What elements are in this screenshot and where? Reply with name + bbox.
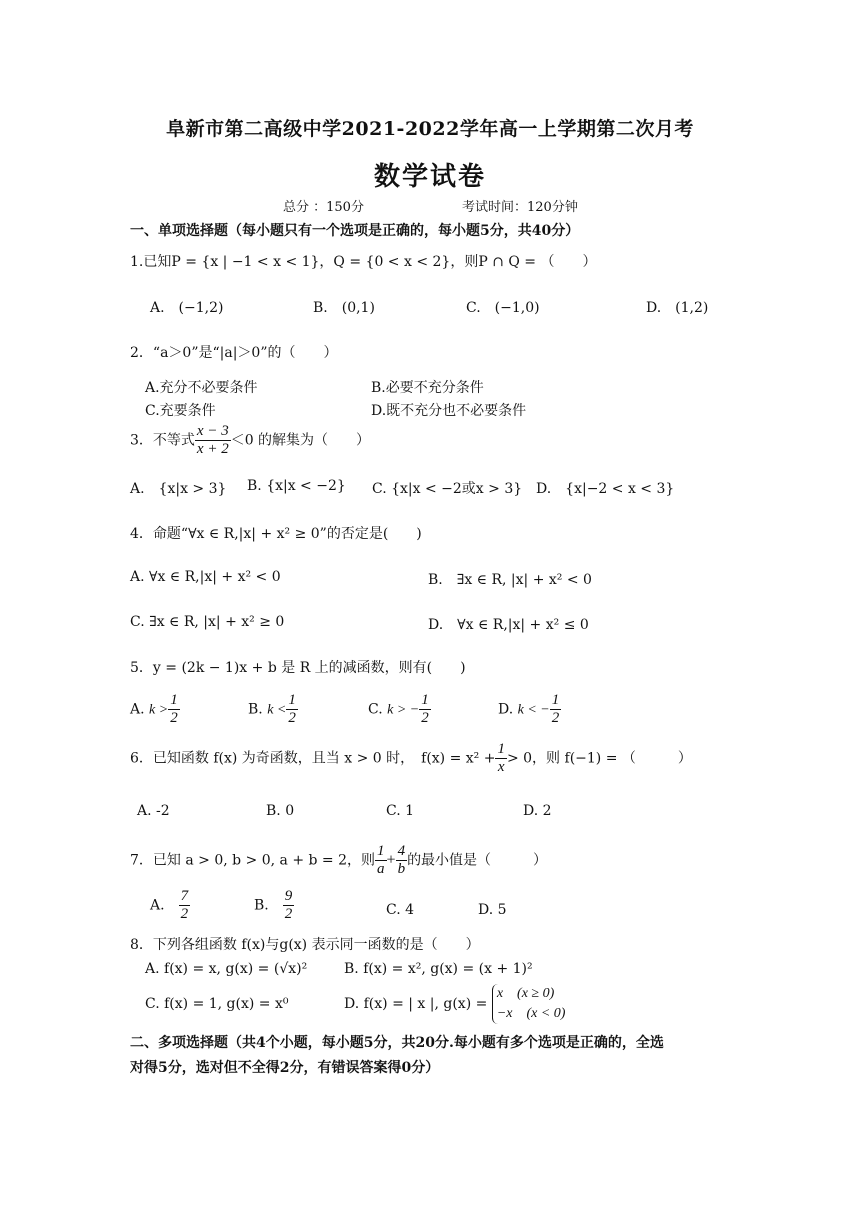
q7-stem-post: 的最小值是（ ）	[407, 852, 548, 869]
q1-option-b: B. (0,1)	[313, 300, 375, 316]
q8-case-1: x (x ≥ 0)	[496, 986, 555, 1001]
q2-option-b: B.必要不充分条件	[371, 380, 484, 396]
q5-option-a	[130, 692, 180, 727]
q5-b-relation: k <	[267, 702, 287, 718]
q4-option-b: B. ∃x ∈ R, |x| + x² < 0	[428, 572, 592, 588]
q6-option-c: C. 1	[386, 803, 415, 819]
q5-b-num: 1	[288, 692, 296, 708]
q3-option-c: C. {x|x < −2或x > 3}	[372, 481, 523, 497]
q8-option-d	[344, 984, 565, 1024]
q5-b-label: B.	[248, 701, 263, 718]
q3-numerator: x − 3	[196, 423, 229, 439]
exam-time: 考试时间：120分钟	[462, 200, 578, 215]
q7-option-a	[150, 888, 190, 923]
q7-f2-den: b	[397, 861, 406, 877]
q5-c-relation: k > −	[387, 702, 420, 718]
q2-option-c: C.充要条件	[145, 403, 216, 419]
q7-b-fraction	[283, 888, 295, 923]
q4-option-c: C. ∃x ∈ R, |x| + x² ≥ 0	[130, 614, 285, 630]
q7-fraction-1	[375, 843, 387, 878]
q5-a-label: A.	[130, 701, 145, 718]
q7-b-label: B.	[254, 897, 269, 914]
question-8-stem: 8．下列各组函数 f(x)与g(x) 表示同一函数的是（ ）	[130, 937, 480, 953]
q2-option-d: D.既不充分也不必要条件	[371, 403, 527, 419]
q5-a-relation: k >	[149, 702, 169, 718]
q6-den: x	[497, 759, 505, 775]
q7-f1-num: 1	[377, 843, 385, 859]
q6-fraction	[495, 741, 507, 776]
q3-denominator: x + 2	[196, 441, 229, 457]
q5-c-den: 2	[421, 710, 429, 726]
q2-option-a: A.充分不必要条件	[145, 380, 258, 396]
q5-d-relation: k < −	[517, 702, 550, 718]
q4-option-d: D. ∀x ∈ R,|x| + x² ≤ 0	[428, 617, 589, 633]
q7-a-label: A.	[150, 897, 165, 914]
q5-b-den: 2	[288, 710, 296, 726]
q7-a-fraction	[179, 888, 191, 923]
q7-fraction-2	[396, 843, 408, 878]
q6-stem-post: > 0，则 f(−1) = （ ）	[506, 750, 692, 767]
total-score: 总分 ：150分	[283, 200, 364, 215]
q3-option-a: A. {x|x > 3}	[130, 481, 227, 497]
question-1-stem: 1.已知P = {x | −1 < x < 1}，Q = {0 < x < 2}，则P ∩ Q = （ ）	[130, 254, 597, 270]
q5-a-den: 2	[170, 710, 178, 726]
q5-option-d	[498, 692, 561, 727]
question-2-stem: 2．“a＞0”是“|a|＞0”的（ ）	[130, 345, 338, 361]
q5-a-num: 1	[170, 692, 178, 708]
section-2-title-line-2: 对得5分，选对但不全得2分，有错误答案得0分）	[130, 1060, 440, 1076]
question-3-stem	[130, 423, 370, 458]
q7-f1-den: a	[377, 861, 385, 877]
q8-d-label: D. f(x) = | x |, g(x) =	[344, 996, 488, 1012]
q7-a-den: 2	[180, 906, 189, 922]
q7-a-num: 7	[180, 888, 189, 904]
q7-b-num: 9	[284, 888, 293, 904]
q6-option-b: B. 0	[266, 803, 295, 819]
q5-d-num: 1	[551, 692, 560, 708]
q1-option-c: C. (−1,0)	[466, 300, 540, 316]
question-7-stem	[130, 843, 547, 878]
q3-fraction	[195, 423, 231, 458]
q8-option-a: A. f(x) = x, g(x) = (√x)²	[145, 961, 308, 977]
q5-c-fraction	[419, 692, 431, 727]
q8-option-b: B. f(x) = x², g(x) = (x + 1)²	[344, 961, 533, 977]
q5-option-b	[248, 692, 298, 727]
q7-b-den: 2	[284, 906, 293, 922]
q1-option-d: D. (1,2)	[646, 300, 709, 316]
question-6-stem	[130, 741, 692, 776]
q5-c-label: C.	[368, 701, 383, 718]
school-title: 阜新市第二高级中学2021-2022学年高一上学期第二次月考	[166, 118, 694, 140]
q8-piecewise	[492, 984, 566, 1024]
q5-option-c	[368, 692, 431, 727]
q3-option-b: B. {x|x < −2}	[247, 478, 346, 494]
q4-option-a: A. ∀x ∈ R,|x| + x² < 0	[130, 569, 281, 585]
q6-option-d: D. 2	[523, 803, 552, 819]
q8-case-2: −x (x < 0)	[496, 1006, 566, 1021]
q5-d-den: 2	[551, 710, 560, 726]
question-4-stem: 4．命题“∀x ∈ R,|x| + x² ≥ 0”的否定是( )	[130, 526, 422, 542]
section-2-title-line-1: 二、多项选择题（共4个小题，每小题5分，共20分.每小题有多个选项是正确的，全选	[130, 1035, 664, 1051]
q7-plus: +	[386, 851, 396, 869]
q7-f2-num: 4	[397, 843, 406, 859]
q7-stem-pre: 7．已知 a > 0, b > 0, a + b = 2，则	[130, 852, 376, 869]
q1-option-a: A. (−1,2)	[150, 300, 224, 316]
q7-option-d: D. 5	[478, 902, 507, 918]
subject-title: 数学试卷	[373, 162, 486, 192]
q5-a-fraction	[168, 692, 180, 727]
section-1-title: 一、单项选择题（每小题只有一个选项是正确的，每小题5分，共40分）	[130, 223, 580, 239]
q8-option-c: C. f(x) = 1, g(x) = x⁰	[145, 996, 289, 1012]
q3-stem-post: ＜0 的解集为（ ）	[230, 432, 371, 449]
q6-num: 1	[497, 741, 505, 757]
q5-d-fraction	[550, 692, 562, 727]
q3-option-d: D. {x|−2 < x < 3}	[536, 481, 675, 497]
q5-d-label: D.	[498, 701, 514, 718]
question-5-stem: 5．y = (2k − 1)x + b 是 R 上的减函数，则有( )	[130, 660, 466, 676]
q6-option-a: A. -2	[137, 803, 170, 819]
q7-option-c: C. 4	[386, 902, 415, 918]
q3-stem-pre: 3．不等式	[130, 432, 195, 449]
q6-stem-pre: 6．已知函数 f(x) 为奇函数，且当 x > 0 时， f(x) = x² +	[130, 750, 496, 767]
q5-c-num: 1	[421, 692, 429, 708]
q5-b-fraction	[286, 692, 298, 727]
q7-option-b	[254, 888, 294, 923]
